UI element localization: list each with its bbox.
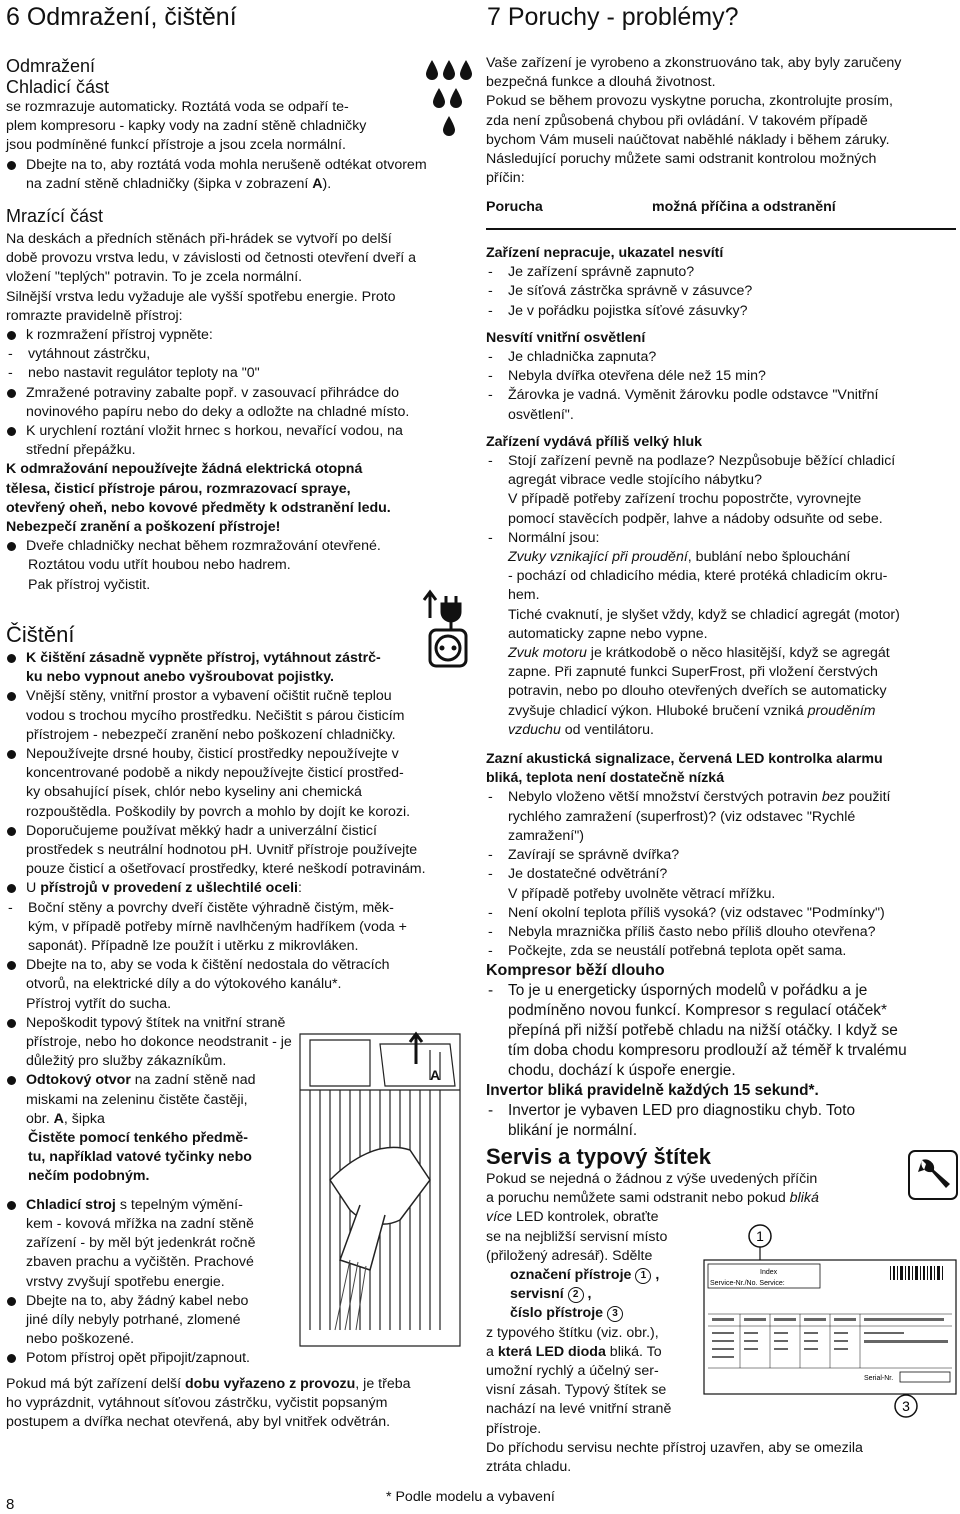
right-heading: 7 Poruchy - problémy? (487, 3, 739, 31)
fault-no-power: Zařízení nepracuje, ukazatel nesvítí (486, 245, 724, 261)
rating-plate-diagram (700, 1222, 958, 1418)
freezer-title: Mrazící část (6, 206, 104, 226)
plate-serial: Serial-Nr. (864, 1375, 894, 1382)
freezer-step-3: - nebo nastavit regulátor teploty na "0" (6, 364, 472, 383)
fault-item: - Nebylo vloženo větší množství čerstvých potravin bez použití rychlého zamražení (superfrost)? (viz odstavec "Rychlé zamražení") (486, 788, 956, 846)
fault-item: - Žárovka je vadná. Vyměnit žárovku podle odstavce "Vnitřní osvětlení". (486, 386, 956, 424)
plate-marker-3-label: 3 (902, 1398, 910, 1414)
fault-item: - Normální jsou: (486, 529, 956, 548)
fault-item: Zvuky vznikající při proudění, bublání nebo šplouchání - pochází od chladicího média, které protéká chladicím okru- hem. Tiché cvaknutí, je slyšet vždy, když se chladicí agregát (motor) automaticky zapne nebo vypne. Zvuk motoru je krátkodobě o něco hlasitější, když se agregát zapne. Při zapnuté funkci SuperFrost, při vložení čerstvých potravin, nebo po dlouho otevřených dveřích se automaticky zvyšuje chladicí výkon. Hluboké bručení vzniká prouděním vzduchu od ventilátoru. (508, 549, 900, 738)
svg-text:A: A (430, 1067, 441, 1083)
wrench-icon (908, 1150, 958, 1200)
service-text: ztráta chladu. (486, 1459, 572, 1476)
defrost-subtitle: Chladicí část (6, 77, 110, 97)
fault-item: - Je v pořádku pojistka síťové zásuvky? (486, 302, 956, 321)
header-cause: možná příčina a odstranění (652, 199, 836, 215)
service-text: a poruchu nemůžete sami odstranit nebo pokud bliká (486, 1190, 819, 1207)
fault-item: V případě potřeby zařízení trochu popostrčte, vyrovnejte pomocí stavěcích podpěr, lahve a nádoby odsuňte od sebe. (508, 491, 883, 527)
service-text: více LED kontrolek, obraťte (486, 1209, 659, 1226)
faults-intro-6: Následující poruchy můžete sami odstranit kontrolou možných (486, 151, 877, 168)
fault-item: - Je chladnička zapnuta? (486, 348, 956, 367)
fault-alarm: Zazní akustická signalizace, červená LED kontrolka alarmu bliká, teplota není dostatečně nízká (486, 751, 883, 787)
defrost-text-1: se rozmrazuje automaticky. Roztátá voda se odpaří te- (6, 99, 349, 115)
service-text: přístroje. (486, 1420, 542, 1437)
fault-item: - Invertor je vybaven LED pro diagnostiku chyb. Toto blikání je normální. (486, 1101, 956, 1141)
cleaning-item-8: Nepoškodit typový štítek na vnitřní straně přístroje, nebo ho dokonce neodstranit - je důležitý pro služby zákazníkům. (6, 1014, 472, 1072)
freezer-step-1: k rozmražení přístroj vypněte: (6, 326, 472, 345)
service-text: a která LED dioda bliká. To (486, 1343, 662, 1360)
service-plate-ref: servisní 2 , (510, 1286, 592, 1303)
cleaning-item-10: Čistěte pomocí tenkého předmě- tu, například vatové tyčinky nebo nečím podobným. (28, 1130, 252, 1185)
fault-item: - Je zařízení správně zapnuto? (486, 263, 956, 282)
service-text: se na nejbližší servisní místo (486, 1228, 668, 1245)
service-text: (přiložený adresář). Sdělte (486, 1247, 653, 1264)
faults-intro-2: bezpečná funkce a dlouhá životnost. (486, 74, 716, 91)
cleaning-item-2: Vnější stěny, vnitřní prostor a vybavení očištit ručně teplou vodou s trochou mycího prostředku. Nečištit s párou čisticím přístrojem - nebezpečí zranění nebo poškození chladničky. (6, 687, 472, 745)
fault-noise: Zařízení vydává příliš velký hluk (486, 433, 703, 450)
faults-intro-4: zda není způsobená chybou při ovládání. V takovém případě (486, 112, 868, 129)
plate-index: Index (760, 1269, 778, 1276)
service-plate-ref: číslo přístroje 3 (486, 1304, 956, 1323)
cleaning-item-4: Doporučujeme používat měkký hadr a univerzální čisticí prostředek s neutrální hodnotou pH. Uvnitř přístroje používejte pouze čisticí a ošetřovací prostředky, které neškodí potravinám. (6, 822, 472, 880)
freezer-step-6c: Pak přístroj vyčistit. (28, 576, 151, 593)
plate-marker-1-label: 1 (756, 1228, 764, 1244)
water-drops-icon (424, 56, 474, 140)
cleaning-item-9: Odtokový otvor na zadní stěně nad miskami na zeleninu čistěte častěji, obr. A, šipka (6, 1071, 472, 1129)
faults-intro-3: Pokud se během provozu vyskytne porucha, zkontrolujte prosím, (486, 93, 893, 110)
defrost-text-2: plem kompresoru - kapky vody na zadní stěně chladničky (6, 118, 367, 135)
fault-no-light: Nesvítí vnitřní osvětlení (486, 329, 646, 346)
freezer-step-5: K urychlení roztání vložit hrnec s horkou, nevařící vodou, na střední přepážku. (6, 422, 472, 460)
freezer-text-4: Silnější vrstva ledu vyžaduje ale vyšší spotřebu energie. Proto (6, 288, 396, 305)
fridge-cleaning-illustration (290, 1030, 466, 1350)
service-text: umožní rychlý a účelný ser- (486, 1363, 659, 1380)
header-fault: Porucha (486, 199, 543, 215)
faults-table-header (486, 198, 956, 230)
freezer-step-6: Dveře chladničky nechat během rozmražování otevřené. (6, 537, 472, 556)
service-text: nachází na levé vnitřní straně (486, 1401, 672, 1418)
freezer-text-3: vložení "teplých" potravin. To je zcela normální. (6, 269, 303, 286)
service-title: Servis a typový štítek (486, 1144, 712, 1169)
fault-item: - Nebyla mraznička příliš často nebo příliš dlouho otevřena? (486, 923, 956, 942)
fault-item: - Stojí zařízení pevně na podlaze? Nezpůsobuje běžící chladicí agregát vibrace vedle stojícího nábytku? (486, 452, 956, 490)
fault-item: - Je síťová zástrčka správně v zásuvce? (486, 282, 956, 301)
left-heading: 6 Odmražení, čištění (6, 3, 237, 31)
faults-intro-1: Vaše zařízení je vyrobeno a zkonstruováno tak, aby byly zaručeny (486, 55, 902, 71)
cleaning-item-5: U přístrojů v provedení z ušlechtilé oceli: (6, 879, 472, 898)
cleaning-item-13: Potom přístroj opět připojit/zapnout. (6, 1349, 472, 1368)
cleaning-item-6: - Boční stěny a povrchy dveří čistěte výhradně čistým, měk- kým, v případě potřeby mírně navlhčeným hadříkem (voda + saponát). Případně lze použít i utěrku z mikrovláken. (6, 899, 472, 957)
defrost-title: Odmražení (6, 56, 96, 76)
defrost-warning: K odmražování nepoužívejte žádná elektrická otopná tělesa, čisticí přístroje párou, rozmrazovací spraye, otevřený oheň, nebo kovové předměty k odstranění ledu. Nebezpečí zranění a poškození přístroje! (6, 461, 391, 536)
cleaning-item-11: Chladicí stroj s tepelným výmění- kem - kovová mřížka na zadní stěně zařízení - by měl být jedenkrát ročně zbaven prachu a vyčištěn. Prachové vrstvy zvyšují spotřebu energie. (6, 1196, 472, 1292)
freezer-step-4: Zmražené potraviny zabalte popř. v zasouvací přihrádce do novinového papíru nebo do deky a odložte na chladné místo. (6, 384, 472, 422)
fault-item: - Zavírají se správně dvířka? (486, 846, 956, 865)
service-text: Pokud se nejedná o žádnou z výše uvedených příčin (486, 1171, 818, 1187)
cleaning-item-3: Nepoužívejte drsné houby, čisticí prostředky nepoužívejte v koncentrované podobě a nikdy nepoužívejte čisticí prostřed- ky obsahující písek, chlór nebo kyseliny ani chemická rozpouštědla. Poškodily by povrch a mohlo by dojít ke korozi. (6, 745, 472, 822)
faults-intro-5: bychom Vám museli naúčtovat naběhlé náklady i během záruky. (486, 131, 890, 148)
freezer-step-6b: Roztátou vodu utřít houbou nebo hadrem. (28, 557, 291, 574)
socket-icon (428, 628, 468, 668)
service-plate-ref: označení přístroje 1 , (510, 1267, 660, 1284)
fault-item: - To je u energeticky úsporných modelů v pořádku a je podmíněno novou funkcí. Kompresor s regulací otáček* přepíná při nižší potřebě chladu na nižší otáčky. I když se tím doba chodu kompresoru prodlouží až téměř k trvalému chodu, dochází k úspoře energie. (486, 981, 956, 1081)
cleaning-end: Pokud má být zařízení delší dobu vyřazeno z provozu, je třeba ho vyprázdnit, vytáhnout síťovou zástrčku, vyčistit popsaným postupem a dvířka nechat otevřená, aby byl vnitřek odvětrán. (6, 1375, 411, 1430)
fault-compressor: Kompresor běží dlouho (486, 962, 665, 980)
footnote: * Podle modelu a vybavení (386, 1489, 555, 1505)
service-text: visní zásah. Typový štítek se (486, 1382, 667, 1399)
fault-item: V případě potřeby uvolněte větrací mřížku. (508, 885, 776, 902)
faults-intro-7: příčin: (486, 170, 525, 187)
cleaning-item-12: Dbejte na to, aby žádný kabel nebo jiné díly nebyly potrhané, zlomené nebo poškozené. (6, 1292, 472, 1350)
fault-inverter: Invertor bliká pravidelně každých 15 sekund*. (486, 1082, 819, 1100)
cleaning-title: Čištění (6, 622, 75, 647)
page-number: 8 (6, 1496, 15, 1513)
fault-item: - Počkejte, zda se neustálí potřebná teplota opět sama. (486, 942, 956, 961)
freezer-text-5: romrazte pravidelně přístroj: (6, 307, 183, 324)
fault-item: - Není okolní teplota příliš vysoká? (viz odstavec "Podmínky") (486, 904, 956, 923)
freezer-text-2: době provozu vrstva ledu, v závislosti od četnosti otevření dveří a (6, 250, 417, 267)
cleaning-item-1: K čištění zásadně vypněte přístroj, vytáhnout zástrč- ku nebo vypnout anebo vyšroubovat pojistky. (6, 649, 472, 687)
service-text: Do příchodu servisu nechte přístroj uzavřen, aby se omezila (486, 1439, 863, 1456)
freezer-text-1: Na deskách a předních stěnách při-hrádek se vytvoří po delší (6, 231, 392, 247)
defrost-text-3: jsou podmíněné funkcí přístroje a jsou zcela normální. (6, 137, 346, 154)
service-text: z typového štítku (viz. obr.), (486, 1324, 659, 1341)
freezer-step-2: - vytáhnout zástrčku, (6, 345, 472, 364)
fault-item: - Nebyla dvířka otevřena déle než 15 min? (486, 367, 956, 386)
fault-item: - Je dostatečné odvětrání? (486, 865, 956, 884)
cleaning-item-7: Dbejte na to, aby se voda k čištění nedostala do větracích otvorů, na elektrické díly a do výtokového kanálu*. Přístroj vytřít do sucha. (6, 956, 472, 1014)
plate-service: Service-Nr./No. Service: (710, 1280, 785, 1287)
defrost-bullet: Dbejte na to, aby roztátá voda mohla nerušeně odtékat otvorem na zadní stěně chladničky (šipka v zobrazení A). (6, 156, 472, 194)
